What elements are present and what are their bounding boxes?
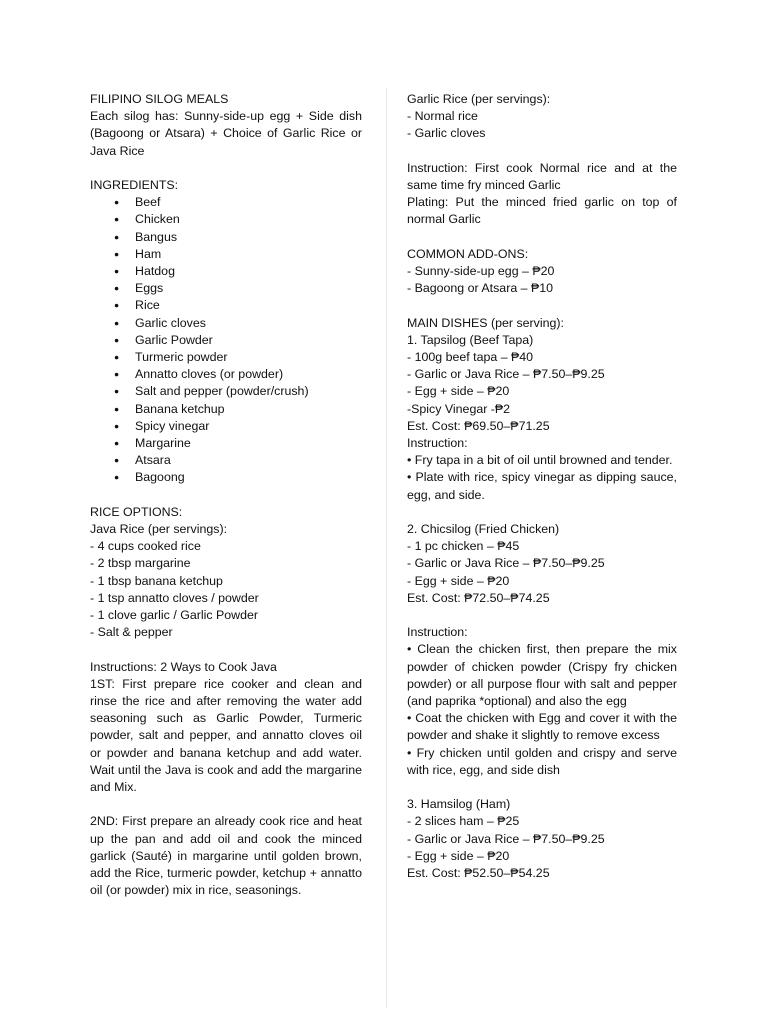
garlic-rice-instruction: Instruction: First cook Normal rice and at the same time fry minced Garlic [407, 160, 677, 192]
tapsilog-instruction-label: Instruction: [407, 436, 468, 451]
hamsilog-item: - Garlic or Java Rice – ₱7.50–₱9.25 [407, 831, 605, 846]
java-rice-item: - 1 clove garlic / Garlic Powder [90, 608, 259, 623]
tapsilog-item: - 100g beef tapa – ₱40 [407, 350, 534, 364]
addon-item: - Bagoong or Atsara – ₱10 [407, 281, 554, 296]
addon-item: - Sunny-side-up egg – ₱20 [407, 264, 555, 278]
hamsilog-item: - Egg + side – ₱20 [407, 848, 510, 863]
ingredient-item: ● Ham [90, 246, 362, 263]
ingredient-item: ● Garlic Powder [90, 332, 362, 349]
garlic-rice-item: - Garlic cloves [407, 126, 486, 141]
tapsilog-item: - Egg + side – ₱20 [407, 384, 510, 399]
left-column [90, 91, 362, 899]
ingredient-item: ● Turmeric powder [90, 349, 362, 366]
tapsilog-item: - Garlic or Java Rice – ₱7.50–₱9.25 [407, 367, 605, 382]
ingredient-item: ● Rice [90, 297, 362, 314]
ingredient-item: ● Hatdog [90, 263, 362, 280]
rice-options-heading: RICE OPTIONS: [90, 504, 183, 519]
ingredient-item: ● Beef [90, 194, 362, 211]
ingredient-item: ● Salt and pepper (powder/crush) [90, 383, 362, 400]
column-divider [386, 88, 387, 1008]
hamsilog-cost: Est. Cost: ₱52.50–₱54.25 [407, 866, 550, 881]
chicsilog-item: - 1 pc chicken – ₱45 [407, 539, 520, 554]
chicsilog-item: - Garlic or Java Rice – ₱7.50–₱9.25 [407, 556, 605, 571]
java-method-second: 2ND: First prepare an already cook rice and heat up the pan and add oil and cook the minced garlick (Sauté) in margarine until golden brown, add the Rice, turmeric powder, ketchup + annatto oil (or powder) mix in rice, seasonings. [90, 814, 362, 898]
garlic-rice-plating: Plating: Put the minced fried garlic on top of normal Garlic [407, 195, 677, 227]
ingredient-item: ● Banana ketchup [90, 401, 362, 418]
hamsilog-title: 3. Hamsilog (Ham) [407, 797, 511, 812]
chicsilog-instruction-label: Instruction: [407, 625, 468, 640]
hamsilog-item: - 2 slices ham – ₱25 [407, 814, 520, 829]
chicsilog-step: • Clean the chicken first, then prepare the mix powder of chicken powder (Crispy fry chicken powder) or all purpose flour with salt and pepper (and paprika *optional) and also the egg [407, 642, 677, 709]
ingredient-item: ● Annatto cloves (or powder) [90, 366, 362, 383]
tapsilog-title: 1. Tapsilog (Beef Tapa) [407, 332, 534, 347]
java-rice-heading: Java Rice (per servings): [90, 522, 228, 537]
ingredients-heading: INGREDIENTS: [90, 178, 179, 192]
java-instructions-heading: Instructions: 2 Ways to Cook Java [90, 659, 277, 674]
chicsilog-step: • Coat the chicken with Egg and cover it with the powder and shake it slightly to remove excess [407, 711, 677, 743]
tapsilog-item: -Spicy Vinegar -₱2 [407, 401, 511, 416]
chicsilog-item: - Egg + side – ₱20 [407, 573, 510, 588]
addons-heading: COMMON ADD-ONS: [407, 246, 529, 261]
ingredients-list [90, 194, 362, 486]
java-method-first: 1ST: First prepare rice cooker and clean and rinse the rice and after removing the water add seasoning such as Garlic Powder, Turmeric powder, salt and pepper, and annatto cloves oil or powder and banana ketchup and add water. Wait until the Java is cook and add the margarine and Mix. [90, 676, 362, 795]
main-dishes-heading: MAIN DISHES (per serving): [407, 315, 564, 330]
ingredient-item: ● Bagoong [90, 469, 362, 486]
ingredient-item: ● Atsara [90, 452, 362, 469]
ingredient-item: ● Spicy vinegar [90, 418, 362, 435]
java-rice-item: - 4 cups cooked rice [90, 539, 201, 554]
garlic-rice-heading: Garlic Rice (per servings): [407, 92, 551, 106]
tapsilog-step: • Plate with rice, spicy vinegar as dipping sauce, egg, and side. [407, 470, 677, 502]
tapsilog-step: • Fry tapa in a bit of oil until browned and tender. [407, 453, 673, 468]
ingredient-item: ● Bangus [90, 229, 362, 246]
ingredient-item: ● Garlic cloves [90, 315, 362, 332]
ingredient-item: ● Eggs [90, 280, 362, 297]
java-rice-item: - 1 tbsp banana ketchup [90, 573, 223, 588]
page-title: FILIPINO SILOG MEALS [90, 92, 229, 106]
chicsilog-title: 2. Chicsilog (Fried Chicken) [407, 522, 560, 537]
garlic-rice-item: - Normal rice [407, 109, 478, 124]
chicsilog-step: • Fry chicken until golden and crispy and serve with rice, egg, and side dish [407, 745, 677, 777]
tapsilog-cost: Est. Cost: ₱69.50–₱71.25 [407, 418, 550, 433]
java-rice-item: - 1 tsp annatto cloves / powder [90, 590, 259, 605]
java-rice-item: - 2 tbsp margarine [90, 556, 191, 571]
right-column [407, 91, 677, 882]
ingredient-item: ● Chicken [90, 211, 362, 228]
ingredient-item: ● Margarine [90, 435, 362, 452]
chicsilog-cost: Est. Cost: ₱72.50–₱74.25 [407, 590, 550, 605]
intro-text: Each silog has: Sunny-side-up egg + Side dish (Bagoong or Atsara) + Choice of Garlic Rice or Java Rice [90, 109, 362, 158]
java-rice-item: - Salt & pepper [90, 625, 173, 640]
